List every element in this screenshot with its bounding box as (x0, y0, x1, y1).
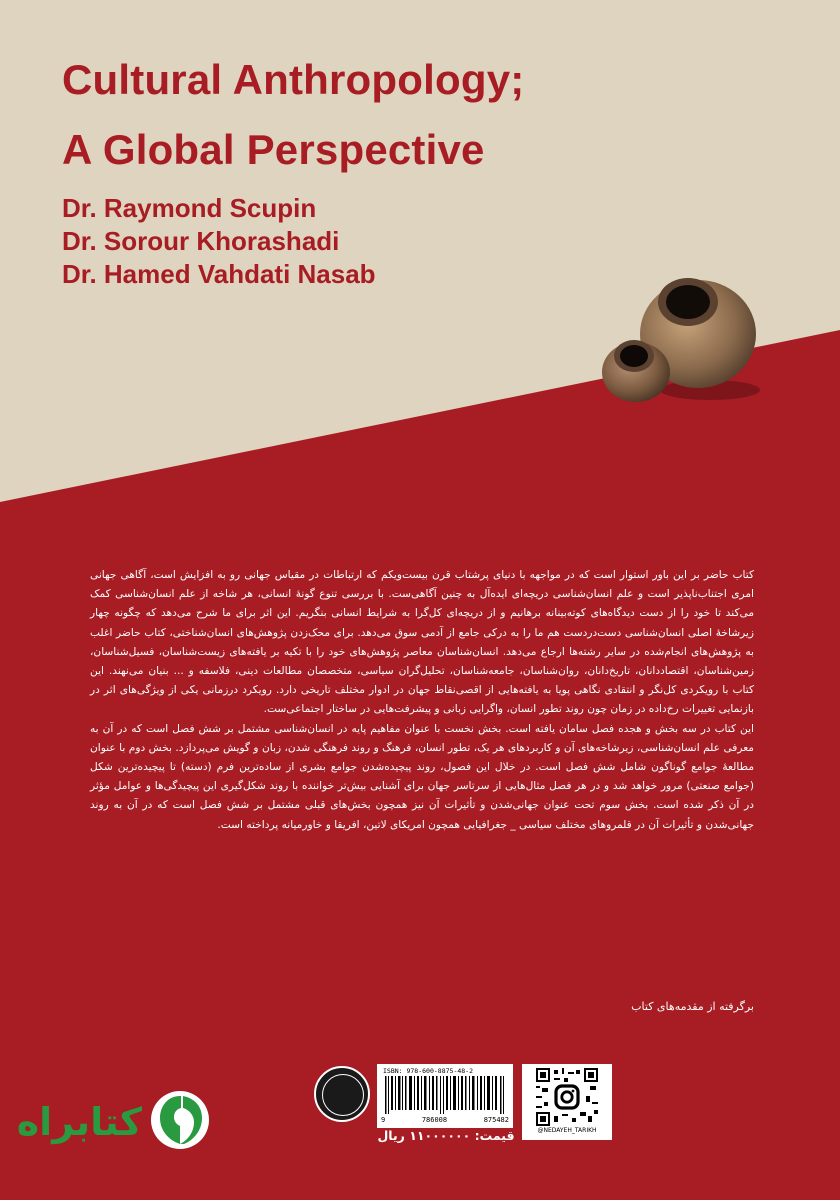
author-list (62, 192, 376, 291)
publisher-seal-ring (322, 1074, 364, 1116)
instagram-handle: @NEDAYEH_TARIKH (537, 1127, 597, 1134)
author-2: Dr. Sorour Khorashadi (62, 226, 340, 256)
description-paragraph-1: کتاب حاضر بر این باور استوار است که در مواجهه با دنیای پرشتاب قرن بیست‌ویکم که ارتباطات در مقیاس جهانی رو به افزایش است، آگاهی جهانی امری اجتناب‌ناپذیر است و علم انسان‌شناسی دریچه‌ای ایده‌آل به چنین آگاهی‌ست. با بررسی تنوع گونهٔ انسانی، هر شاخه از علم انسان‌شناسی کمک می‌کند تا خود را از دست دیدگاه‌های کوته‌بینانه برهانیم و از دریچه‌ای کل‌گرا به شرایط انسانی بنگریم. این اثر برای ما شرح می‌دهد که چگونه چهار زیرشاخهٔ اصلی انسان‌شناسی دست‌دردست هم ما را به درکی جامع از آدمی سوق می‌دهد. برای محک‌زدن پژوهش‌های انسان‌شناختی، کتاب حاضر اغلب به پژوهش‌های انجام‌شده در سایر رشته‌ها ارجاع می‌دهد. انسان‌شناسان معاصر پژوهش‌های خود را با تکیه بر یافته‌های زیست‌شناسان، فسیل‌شناسان، زمین‌شناسان، اقتصاددانان، تاریخ‌دانان، روان‌شناسان، جامعه‌شناسان، تحلیل‌گران سیاسی، متخصصان مطالعات دینی، فلاسفه و ... بنیان می‌نهند. این کتاب با رویکردی کل‌نگر و انتقادی نگاهی پویا به یافته‌هایی از اقصی‌نقاط جهان در ادوار مختلف تاریخی دارد. رویکرد درزمانی یکی از ویژگی‌های اثر در بازنمایی تغییرات رخ‌داده در زمان چون روند تطور انسان، واگرایی زبانی و پیشرفت‌هایی در ساختار اجتماعی‌ست. (90, 569, 754, 716)
barcode-icon (385, 1076, 505, 1114)
book-title (62, 58, 524, 172)
author-3: Dr. Hamed Vahdati Nasab (62, 259, 376, 289)
store-name: کتابراه (16, 1100, 142, 1144)
isbn-text: ISBN: 978-600-8875-48-2 (383, 1067, 474, 1075)
source-note: برگرفته از مقدمه‌های کتاب (631, 1000, 754, 1013)
title-line-2: A Global Perspective (62, 126, 485, 173)
barcode-digits (381, 1116, 509, 1124)
qr-code-block (522, 1064, 612, 1140)
title-line-1: Cultural Anthropology; (62, 56, 525, 103)
qr-code-icon (536, 1068, 598, 1126)
clay-pots-image (600, 272, 760, 412)
description-paragraph-2: این کتاب در سه بخش و هجده فصل سامان یافته است. بخش نخست با عنوان مفاهیم پایه در انسان‌شناسی مشتمل بر شش فصل است که در آن به معرفی علم انسان‌شناسی، زیرشاخه‌های آن و کاربردهای هر یک، تطور انسان، فرهنگ و روند فرهنگی شدن، زبان و گویش می‌پردازد. بخش دوم با عنوان مطالعهٔ جوامع گوناگون شامل شش فصل است. در خلال این فصول، روند پیچیده‌شدن جوامع بشری از ساده‌ترین فرم (دسته) تا پیچیده‌ترین شکل (جوامع صنعتی) مرور خواهد شد و در هر فصل مثال‌هایی از سرتاسر جهان برای آشنایی بیش‌تر خواننده با روند شکل‌گیری این پیچیدگی‌ها و عوامل مؤثر در آن ذکر شده است. بخش سوم تحت عنوان جهانی‌شدن و تأثیرات آن نیز همچون بخش‌های قبلی مشتمل بر شش فصل است که در آن به روند جهانی‌شدن و تأثیرات آن در قلمروهای مختلف سیاسی _ جغرافیایی همچون امریکای لاتین، افریقا و خاورمیانه پرداخته است. (90, 722, 754, 831)
barcode-digit-group-1: 9 (381, 1116, 386, 1124)
isbn-barcode (377, 1064, 513, 1128)
store-logo-icon (150, 1090, 210, 1150)
price-label: قیمت: ۱۱۰۰۰۰۰۰ ریال (377, 1128, 515, 1143)
publisher-seal-icon (314, 1066, 370, 1122)
barcode-digit-group-3: 875482 (483, 1116, 509, 1124)
author-1: Dr. Raymond Scupin (62, 193, 317, 223)
book-description (90, 566, 754, 835)
barcode-digit-group-2: 786008 (421, 1116, 448, 1124)
